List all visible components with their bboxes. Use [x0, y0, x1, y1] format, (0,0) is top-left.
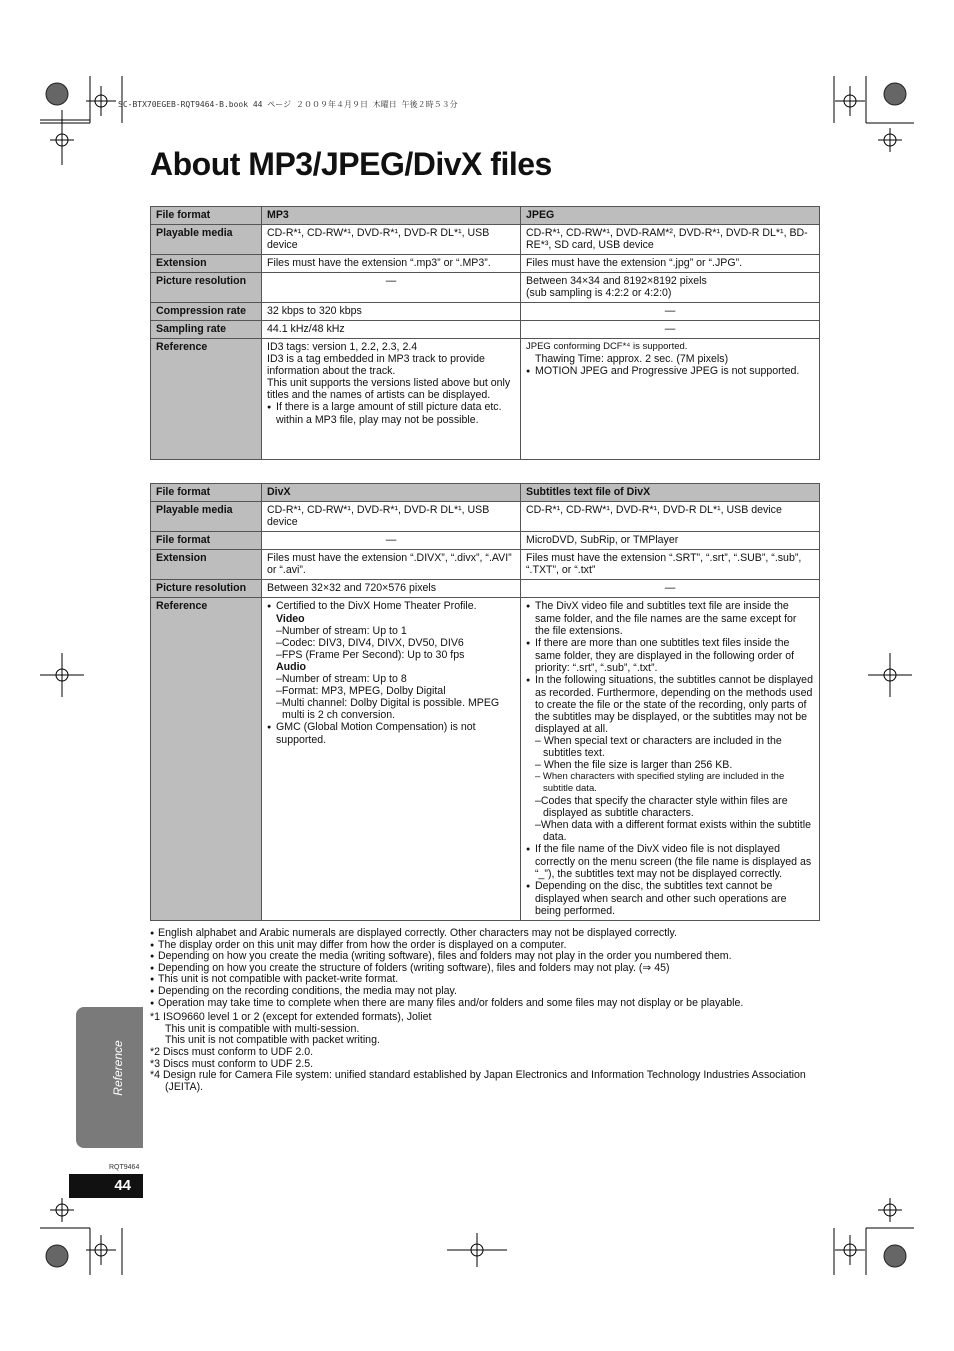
row-label: Compression rate: [151, 303, 262, 321]
cell-line: –Codec: DIV3, DIV4, DIVX, DV50, DIV6: [276, 637, 464, 649]
header-cell: DivX: [262, 484, 521, 502]
table-row: [151, 580, 820, 598]
header-cell: JPEG: [521, 207, 820, 225]
bullet-item: ● The DivX video file and subtitles text file are inside the same folder, and the file names are the same except for the file extensions.: [526, 600, 814, 637]
page-title: About MP3/JPEG/DivX files: [150, 146, 552, 182]
note-item: ● Depending on how you create the media (writing software), files and folders may not play in the order you numbered them.: [150, 951, 830, 963]
footnote-1-line: This unit is compatible with multi-session.: [165, 1022, 360, 1035]
row-label: Playable media: [151, 225, 262, 255]
table-row: [151, 532, 820, 550]
cell-line: This unit supports the versions listed above but only titles and the names of artists can be displayed.: [267, 377, 511, 401]
cell-line: Thawing Time: approx. 2 sec. (7M pixels): [535, 353, 729, 365]
mp3-jpeg-table: [150, 206, 820, 460]
cell-line: –FPS (Frame Per Second): Up to 30 fps: [276, 649, 465, 661]
bullet-item: ● If there are more than one subtitles text files inside the same folder, they are displayed in the following order of priority: “.srt”, “.sub”, “.txt”.: [526, 637, 814, 674]
row-label: Extension: [151, 255, 262, 273]
table-cell: 44.1 kHz/48 kHz: [262, 321, 521, 339]
note-item: ● English alphabet and Arabic numerals are displayed correctly. Other characters may not be displayed correctly.: [150, 928, 830, 940]
header-cell: Subtitles text file of DivX: [521, 484, 820, 502]
dash-item: –Codes that specify the character style within files are displayed as subtitle characters.: [535, 795, 788, 819]
table-row: [151, 550, 820, 580]
row-label: Extension: [151, 550, 262, 580]
table-cell: MicroDVD, SubRip, or TMPlayer: [521, 532, 820, 550]
bullet-item: ● In the following situations, the subtitles cannot be displayed as recorded. Furthermore, depending on the methods used to create the file or the state of the recording, only parts of the subtitles may be displayed, or the subtitles may not be displayed at all.: [526, 674, 814, 735]
table-cell: [262, 598, 521, 921]
cell-line: Between 34×34 and 8192×8192 pixels: [526, 275, 707, 287]
table-cell: [521, 339, 820, 460]
table-cell: 32 kbps to 320 kbps: [262, 303, 521, 321]
note-item: ● This unit is not compatible with packet-write format.: [150, 974, 830, 986]
table-cell: [521, 273, 820, 303]
bullet-item: ● Depending on the disc, the subtitles text cannot be displayed when search and other such operations are being performed.: [526, 880, 814, 917]
note-item: ● Operation may take time to complete when there are many files and/or folders and some files may not display or be playable.: [150, 998, 830, 1010]
table-cell: [262, 339, 521, 460]
table-cell: Files must have the extension “.jpg” or “.JPG”.: [521, 255, 820, 273]
table-cell: —: [262, 532, 521, 550]
section-side-tab: [76, 1007, 143, 1148]
table-cell: —: [521, 303, 820, 321]
table-cell: CD-R*¹, CD-RW*¹, DVD-R*¹, DVD-R DL*¹, USB device: [262, 502, 521, 532]
cell-line: (sub sampling is 4:2:2 or 4:2:0): [526, 287, 672, 299]
footnote-3: *3 Discs must conform to UDF 2.5.: [150, 1057, 314, 1070]
table-cell: —: [521, 580, 820, 598]
dash-item: –When data with a different format exists within the subtitle data.: [535, 819, 811, 843]
cell-line: –Multi channel: Dolby Digital is possible. MPEG multi is 2 ch conversion.: [276, 697, 500, 721]
table-cell: Files must have the extension “.DIVX”, “.divx”, “.AVI” or “.avi”.: [262, 550, 521, 580]
header-cell: File format: [151, 207, 262, 225]
bullet-item: ● MOTION JPEG and Progressive JPEG is not supported.: [526, 365, 814, 378]
table-cell: —: [521, 321, 820, 339]
table-cell: CD-R*¹, CD-RW*¹, DVD-R*¹, DVD-R DL*¹, USB device: [521, 502, 820, 532]
cell-line: ID3 tags: version 1, 2.2, 2.3, 2.4: [267, 341, 418, 353]
table-row: [151, 502, 820, 532]
row-label: Playable media: [151, 502, 262, 532]
dash-item: – When characters with specified styling are included in the subtitle data.: [535, 771, 785, 794]
bullet-item: ● If there is a large amount of still picture data etc. within a MP3 file, play may not be possible.: [267, 401, 515, 426]
notes-section: [150, 928, 830, 1093]
header-cell: MP3: [262, 207, 521, 225]
note-item: ● The display order on this unit may differ from how the order is displayed on a computer.: [150, 940, 830, 952]
table-header-row: [151, 484, 820, 502]
row-label: Reference: [151, 339, 262, 460]
table-row: [151, 303, 820, 321]
table-cell: Between 32×32 and 720×576 pixels: [262, 580, 521, 598]
table-row: [151, 225, 820, 255]
row-label: File format: [151, 532, 262, 550]
row-label: Picture resolution: [151, 273, 262, 303]
bullet-item: ● If the file name of the DivX video file is not displayed correctly on the menu screen (the file name is displayed as “_”), the subtitles text may not be displayed correctly.: [526, 843, 814, 880]
bullet-item: ● Certified to the DivX Home Theater Profile.: [267, 600, 515, 613]
cell-line: ID3 is a tag embedded in MP3 track to provide information about the track.: [267, 353, 485, 377]
footnote-2: *2 Discs must conform to UDF 2.0.: [150, 1045, 314, 1058]
note-item: ● Depending on how you create the structure of folders (writing software), files and folders may not play. (⇒ 45): [150, 963, 830, 975]
footnote-1-line: This unit is not compatible with packet writing.: [165, 1034, 380, 1047]
page-number: 44: [114, 1177, 131, 1194]
bullet-item: ● GMC (Global Motion Compensation) is not supported.: [267, 721, 515, 746]
row-label: Picture resolution: [151, 580, 262, 598]
side-tab-label: Reference: [111, 1040, 125, 1096]
table-cell: CD-R*¹, CD-RW*¹, DVD-R*¹, DVD-R DL*¹, USB device: [262, 225, 521, 255]
dash-item: – When special text or characters are included in the subtitles text.: [535, 735, 782, 759]
table-row: [151, 598, 820, 921]
table-row: [151, 339, 820, 460]
footnote-4: *4 Design rule for Camera File system: unified standard established by Japan Electronics and Information Technology Industries Association (JEITA).: [150, 1069, 806, 1093]
divx-subtitles-table: [150, 483, 820, 921]
footnote-1: *1 ISO9660 level 1 or 2 (except for extended formats), Joliet: [150, 1011, 432, 1024]
sub-heading: Video: [276, 613, 305, 625]
row-label: Sampling rate: [151, 321, 262, 339]
cell-line: –Number of stream: Up to 1: [276, 625, 407, 637]
table-row: [151, 321, 820, 339]
row-label: Reference: [151, 598, 262, 921]
table-row: [151, 255, 820, 273]
cell-line: –Number of stream: Up to 8: [276, 673, 407, 685]
page-number-box: [69, 1174, 143, 1198]
document-code: RQT9464: [109, 1164, 140, 1171]
table-cell: Files must have the extension “.SRT”, “.srt”, “.SUB”, “.sub”, “.TXT”, or “.txt”: [521, 550, 820, 580]
cell-line: JPEG conforming DCF*⁴ is supported.: [526, 341, 688, 352]
table-header-row: [151, 207, 820, 225]
table-cell: —: [262, 273, 521, 303]
table-row: [151, 273, 820, 303]
cell-line: –Format: MP3, MPEG, Dolby Digital: [276, 685, 446, 697]
note-item: ● Depending on the recording conditions, the media may not play.: [150, 986, 830, 998]
sub-heading: Audio: [276, 661, 307, 673]
file-header-line: SC-BTX70EGEB-RQT9464-B.book 44 ページ ２００９年４月９日 木曜日 午後２時５３分: [118, 100, 458, 109]
table-cell: CD-R*¹, CD-RW*¹, DVD-RAM*², DVD-R*¹, DVD-R DL*¹, BD-RE*³, SD card, USB device: [521, 225, 820, 255]
table-cell: Files must have the extension “.mp3” or “.MP3”.: [262, 255, 521, 273]
header-cell: File format: [151, 484, 262, 502]
table-cell: [521, 598, 820, 921]
dash-item: – When the file size is larger than 256 KB.: [535, 759, 733, 771]
